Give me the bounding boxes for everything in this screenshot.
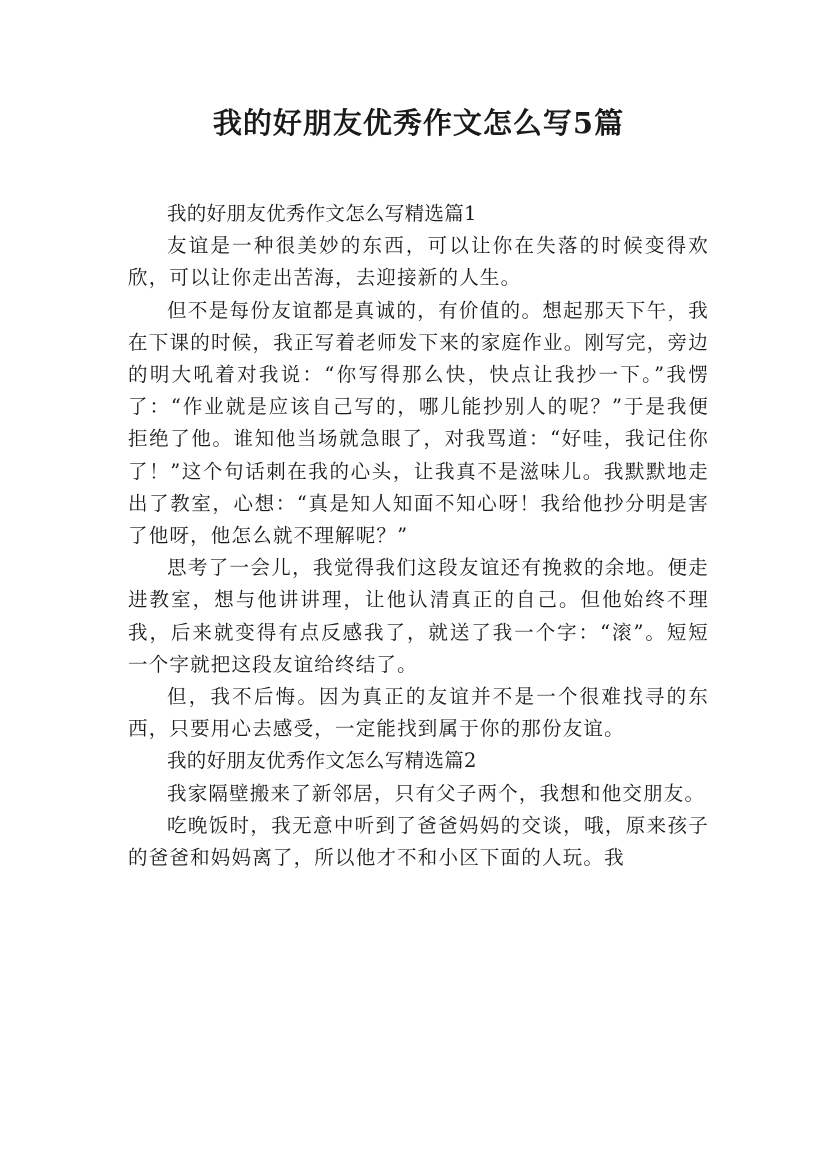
paragraph: 我家隔壁搬来了新邻居，只有父子两个，我想和他交朋友。 xyxy=(167,781,706,805)
paragraph: 但，我不后悔。因为真正的友谊并不是一个很难找寻的东西，只要用心去感受，一定能找到属于你的那份友谊。 xyxy=(128,685,709,741)
document-body xyxy=(128,198,709,874)
section-heading: 我的好朋友优秀作文怎么写精选篇1 xyxy=(167,202,477,225)
section-heading: 我的好朋友优秀作文怎么写精选篇2 xyxy=(167,749,477,773)
paragraph: 吃晚饭时，我无意中听到了爸爸妈妈的交谈，哦，原来孩子的爸爸和妈妈离了，所以他才不和小区下面的人玩。我 xyxy=(128,813,709,870)
paragraph: 思考了一会儿，我觉得我们这段友谊还有挽救的余地。便走进教室，想与他讲讲理，让他认清真正的自己。但他始终不理我，后来就变得有点反感我了，就送了我一个字：“滚”。短短一个字就把这段友谊给终结了。 xyxy=(128,556,709,676)
document-title: 我的好朋友优秀作文怎么写5篇 xyxy=(212,106,625,140)
paragraph: 友谊是一种很美妙的东西，可以让你在失落的时候变得欢欣，可以让你走出苦海，去迎接新的人生。 xyxy=(128,234,709,290)
paragraph: 但不是每份友谊都是真诚的，有价值的。想起那天下午，我在下课的时候，我正写着老师发下来的家庭作业。刚写完，旁边的明大吼着对我说：“你写得那么快，快点让我抄一下。”我愣了：“作业就是应该自己写的，哪儿能抄别人的呢？”于是我便拒绝了他。谁知他当场就急眼了，对我骂道：“好哇，我记住你了！”这个句话刺在我的心头，让我真不是滋味儿。我默默地走出了教室，心想：“真是知人知面不知心呀！我给他抄分明是害了他呀，他怎么就不理解呢？” xyxy=(128,298,709,548)
